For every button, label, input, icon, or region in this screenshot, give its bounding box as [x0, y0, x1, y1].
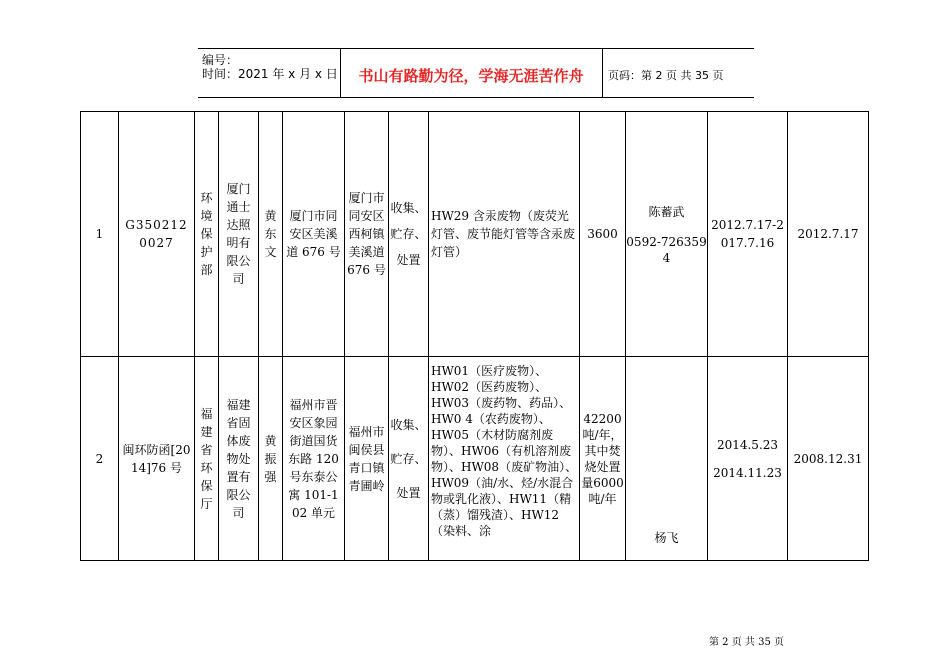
issuer: 福建省环保厅	[195, 357, 219, 561]
header-time: 时间：2021 年 x 月 x 日	[202, 67, 338, 81]
header-page: 页码：第 2 页 共 35 页	[608, 69, 724, 82]
capacity: 42200吨/年，其中焚烧处置量6000吨/年	[580, 357, 626, 561]
page-footer: 第 2 页 共 35 页	[709, 637, 784, 648]
validity: 2012.7.17-2017.7.16	[708, 112, 788, 357]
validity	[708, 357, 788, 561]
address: 厦门市同安区美溪道 676 号	[283, 112, 345, 357]
row-index: 1	[81, 112, 119, 357]
address: 福州市晋安区象园街道国货东路 120 号东泰公寓 101-102 单元	[283, 357, 345, 561]
page-header	[198, 48, 754, 98]
table-row	[81, 112, 869, 357]
validity-start: 2014.5.23	[716, 437, 779, 452]
license-number: 闽环防函[2014]76 号	[119, 357, 195, 561]
site: 福州市闽侯县青口镇青圃岭	[345, 357, 389, 561]
legal-rep: 黄东文	[259, 112, 283, 357]
issuer: 环境保护部	[195, 112, 219, 357]
license-table	[80, 111, 869, 561]
contact	[626, 357, 708, 561]
header-motto-cell	[340, 49, 603, 97]
issue-date: 2008.12.31	[788, 357, 869, 561]
waste-types: HW29 含汞废物（废荧光灯管、废节能灯管等含汞废灯管）	[429, 112, 580, 357]
contact-phone: 0592-7263594	[626, 234, 707, 265]
license-number: G3502120027	[119, 112, 195, 357]
legal-rep: 黄振强	[259, 357, 283, 561]
waste-types: HW01（医疗废物）、HW02（医药废物）、HW03（废药物、药品）、HW0 4（农药废物）、HW05（木材防腐剂废物）、HW06（有机溶剂废物）、HW08（废矿物油）、HW09（油/水、烃/水混合物或乳化液）、HW11（精（蒸）馏残渣）、HW12（染料、涂	[429, 357, 580, 561]
header-number: 编号：	[202, 53, 239, 67]
issue-date: 2012.7.17	[788, 112, 869, 357]
row-index: 2	[81, 357, 119, 561]
company: 厦门通士达照明有限公司	[219, 112, 259, 357]
table-row	[81, 357, 869, 561]
site: 厦门市同安区西柯镇美溪道 676 号	[345, 112, 389, 357]
header-motto: 书山有路勤为径，学海无涯苦作舟	[358, 67, 584, 85]
capacity: 3600	[580, 112, 626, 357]
validity-end: 2014.11.23	[713, 465, 782, 480]
contact-name: 陈蓄武	[648, 204, 685, 219]
method: 收集、贮存、处置	[389, 357, 429, 561]
method: 收集、贮存、处置	[389, 112, 429, 357]
company: 福建省固体废物处置有限公司	[219, 357, 259, 561]
header-meta	[198, 49, 341, 97]
contact	[626, 112, 708, 357]
contact-name: 杨飞	[654, 531, 679, 545]
